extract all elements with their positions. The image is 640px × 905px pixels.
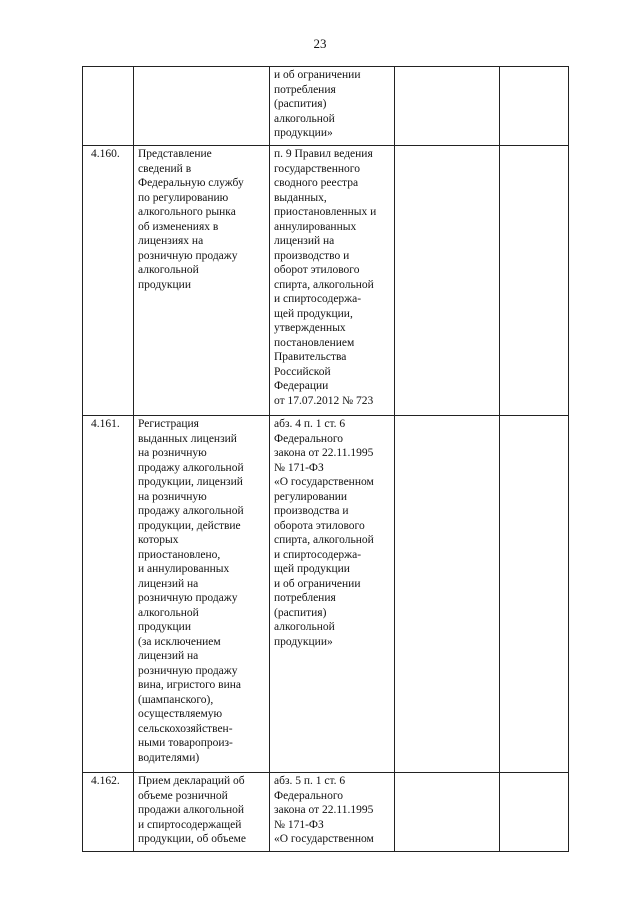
empty-cell — [500, 773, 569, 852]
table-row — [83, 67, 569, 146]
empty-cell — [395, 67, 500, 146]
services-table — [82, 66, 569, 852]
service-name: Представление сведений в Федеральную службу по регулированию алкогольного рынка об изменениях в лицензиях на розничную продажу алкогольной продукции — [134, 146, 270, 416]
row-number: 4.160. — [83, 146, 134, 416]
legal-basis: абз. 5 п. 1 ст. 6 Федерального закона от 22.11.1995 № 171-ФЗ «О государственном — [270, 773, 395, 852]
service-name — [134, 67, 270, 146]
empty-cell — [500, 146, 569, 416]
row-number: 4.162. — [83, 773, 134, 852]
empty-cell — [395, 773, 500, 852]
empty-cell — [500, 416, 569, 773]
empty-cell — [500, 67, 569, 146]
row-number: 4.161. — [83, 416, 134, 773]
row-number — [83, 67, 134, 146]
service-name: Регистрация выданных лицензий на розничную продажу алкогольной продукции, лицензий на розничную продажу алкогольной продукции, действие которых приостановлено, и аннулированных лицензий на розничную продажу алкогольной продукции (за исключением лицензий на розничную продажу вина, игристого вина (шампанского), осуществляемую сельскохозяйствен- ными товаропроиз- водителями) — [134, 416, 270, 773]
page-number: 23 — [313, 36, 327, 51]
table-row — [83, 416, 569, 773]
table-row — [83, 773, 569, 852]
service-name: Прием деклараций об объеме розничной продажи алкогольной и спиртосодержащей продукции, об объеме — [134, 773, 270, 852]
empty-cell — [395, 416, 500, 773]
table-row — [83, 146, 569, 416]
legal-basis: и об ограничении потребления (распития) алкогольной продукции» — [270, 67, 395, 146]
legal-basis: абз. 4 п. 1 ст. 6 Федерального закона от 22.11.1995 № 171-ФЗ «О государственном регулировании производства и оборота этилового спирта, алкогольной и спиртосодержа- щей продукции и об ограничении потребления (распития) алкогольной продукции» — [270, 416, 395, 773]
empty-cell — [395, 146, 500, 416]
legal-basis: п. 9 Правил ведения государственного сводного реестра выданных, приостановленных и аннулированных лицензий на производство и оборот этилового спирта, алкогольной и спиртосодержа- щей продукции, утвержденных постановлением Правительства Российской Федерации от 17.07.2012 № 723 — [270, 146, 395, 416]
